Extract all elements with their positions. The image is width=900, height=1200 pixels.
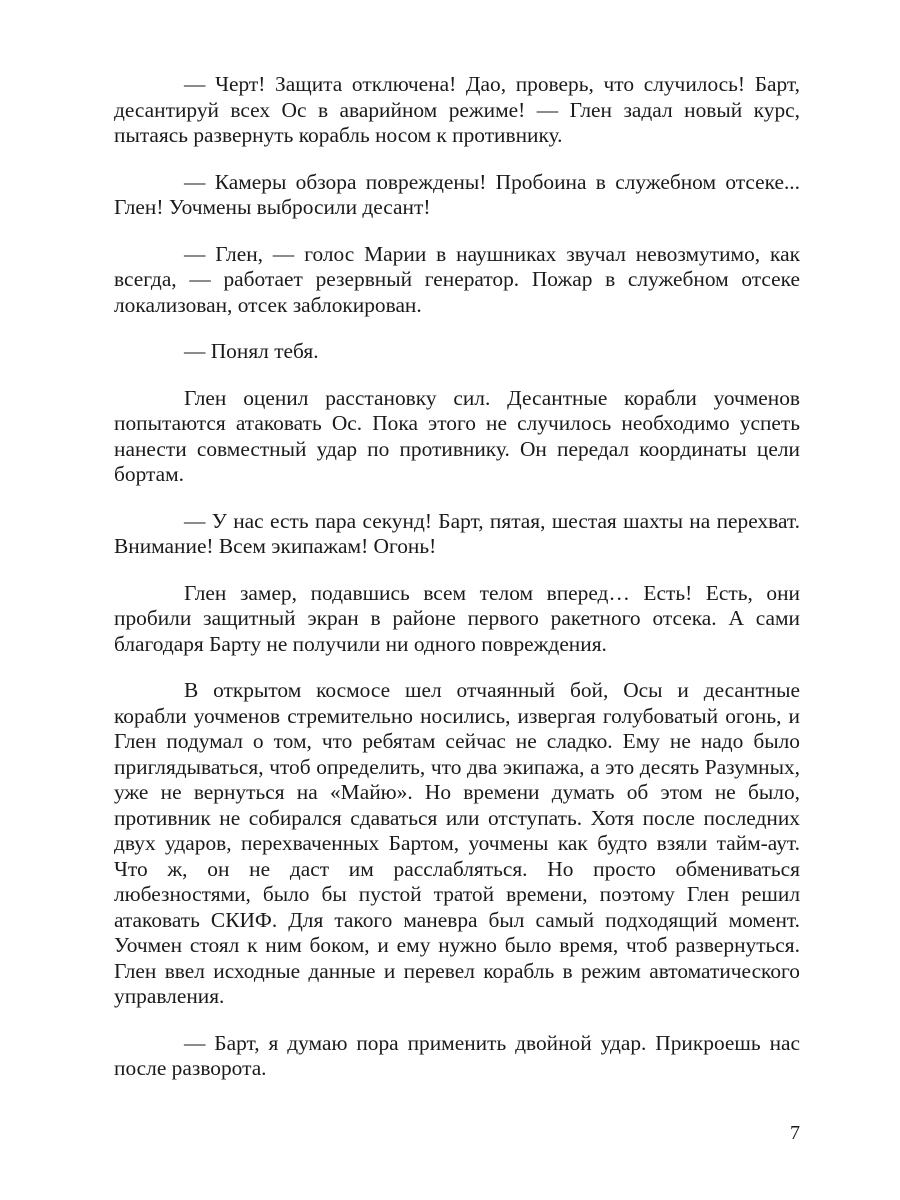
paragraph: Глен замер, подавшись всем телом вперед… Есть! Есть, они пробили защитный экран в районе первого ракетного отсека. А сами благодаря Барту не получили ни одного повреждения. [114, 580, 800, 656]
paragraph: — Понял тебя. [184, 339, 319, 363]
paragraph: Глен оценил расстановку сил. Десантные корабли уочменов попытаются атаковать Ос. Пока этого не случилось необходимо успеть нанести совместный удар по противнику. Он передал координаты цели бортам. [114, 385, 800, 486]
paragraph: — Камеры обзора повреждены! Пробоина в служебном отсеке... Глен! Уочмены выбросили десант! [114, 169, 800, 219]
paragraph: — Барт, я думаю пора применить двойной удар. Прикроешь нас после разворота. [114, 1030, 800, 1080]
page-number: 7 [790, 1122, 800, 1144]
body-text [114, 72, 800, 1103]
paragraph: — У нас есть пара секунд! Барт, пятая, шестая шахты на перехват. Внимание! Всем экипажам! Огонь! [114, 508, 800, 558]
paragraph: — Черт! Защита отключена! Дао, проверь, что случилось! Барт, десантируй всех Ос в аварийном режиме! — Глен задал новый курс, пытаясь развернуть корабль носом к противнику. [114, 72, 800, 147]
paragraph: В открытом космосе шел отчаянный бой, Осы и десантные корабли уочменов стремительно носились, извергая голубоватый огонь, и Глен подумал о том, что ребятам сейчас не сладко. Ему не надо было приглядываться, чтоб определить, что два экипажа, а это десять Разумных, уже не вернуться на «Майю». Но времени думать об этом не было, противник не собирался сдаваться или отступать. Хотя после последних двух ударов, перехваченных Бартом, уочмены как будто взяли тайм-аут. Что ж, он не даст им расслабляться. Но просто обмениваться любезностями, было бы пустой тратой времени, поэтому Глен решил атаковать СКИФ. Для такого маневра был самый подходящий момент. Уочмен стоял к ним боком, и ему нужно было время, чтоб развернуться. Глен ввел исходные данные и перевел корабль в режим автоматического управления. [114, 678, 800, 1008]
paragraph: — Глен, — голос Марии в наушниках звучал невозмутимо, как всегда, — работает резервный генератор. Пожар в служебном отсеке локализован, отсек заблокирован. [114, 241, 800, 317]
